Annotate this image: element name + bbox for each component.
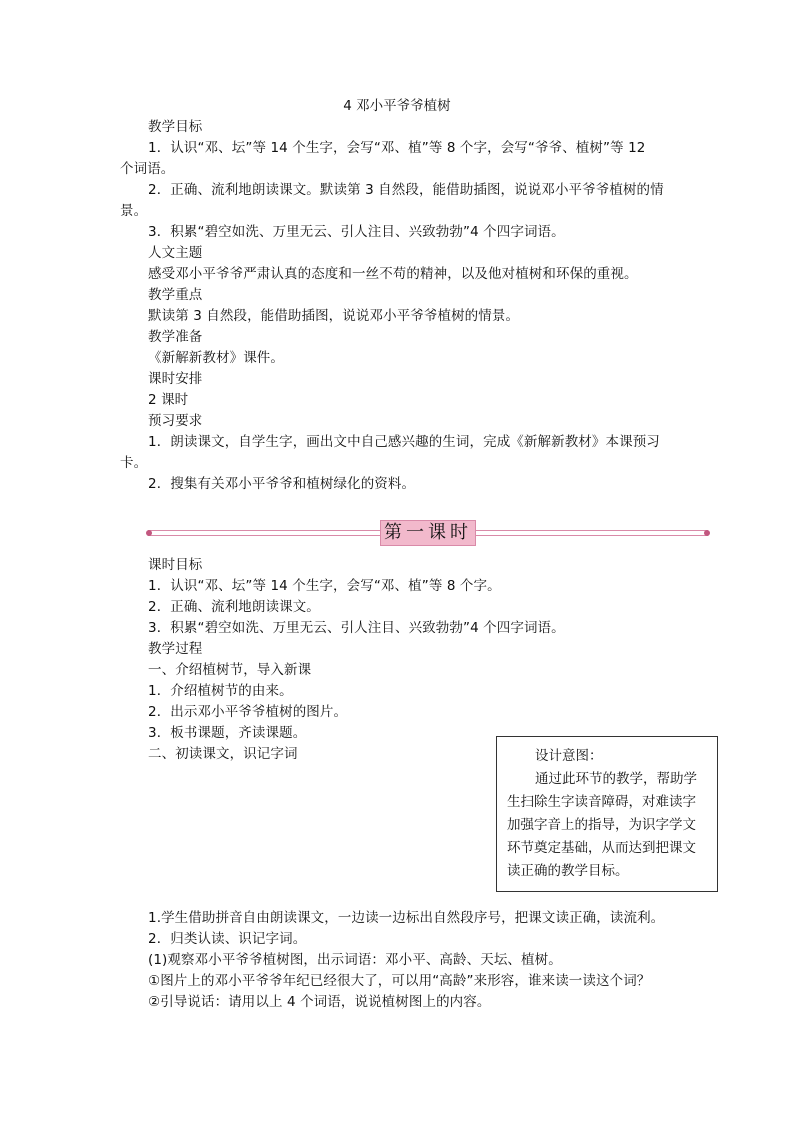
part2-item-2-1: (1)观察邓小平爷爷植树图，出示词语：邓小平、高龄、天坛、植树。 [148,952,562,968]
prep-heading: 教学准备 [148,329,203,345]
objective-3: 3．积累“碧空如洗、万里无云、引人注目、兴致勃勃”4 个四字词语。 [148,224,565,240]
lesson-objectives-heading: 课时目标 [148,557,203,573]
part1-heading: 一、介绍植树节，导入新课 [148,662,312,678]
design-intent-box [496,736,718,892]
objective-2-line-1: 2．正确、流利地朗读课文。默读第 3 自然段，能借助插图，说说邓小平爷爷植树的情 [148,182,664,198]
schedule-text: 2 课时 [148,392,189,408]
theme-heading: 人文主题 [148,245,203,261]
objective-1-line-2: 个词语。 [120,161,175,177]
part1-item-3: 3．板书课题，齐读课题。 [148,725,307,741]
preview-1-line-2: 卡。 [120,455,148,471]
divider-label: 第一课时 [380,520,476,546]
section-divider [148,520,708,546]
focus-text: 默读第 3 自然段，能借助插图，说说邓小平爷爷植树的情景。 [148,308,520,324]
divider-dot-left [146,530,152,536]
lesson-objective-1: 1．认识“邓、坛”等 14 个生字，会写“邓、植”等 8 个字。 [148,578,501,594]
objective-2-line-2: 景。 [120,203,148,219]
objectives-heading: 教学目标 [148,119,203,135]
design-intent-title: 设计意图： [535,748,603,764]
preview-2: 2．搜集有关邓小平爷爷和植树绿化的资料。 [148,476,416,492]
prep-text: 《新解新教材》课件。 [148,350,284,366]
part2-item-2-a: ①图片上的邓小平爷爷年纪已经很大了，可以用“高龄”来形容，谁来读一读这个词？ [148,973,651,989]
part2-heading: 二、初读课文，识记字词 [148,746,298,762]
design-intent-body: 通过此环节的教学，帮助学生扫除生字读音障碍，对难读字加强字音上的指导，为识字学文环节奠定基础，从而达到把课文读正确的教学目标。 [507,771,697,879]
lesson-objective-2: 2．正确、流利地朗读课文。 [148,599,320,615]
preview-1-line-1: 1．朗读课文，自学生字，画出文中自己感兴趣的生词，完成《新解新教材》本课预习 [148,434,660,450]
part2-item-2-b: ②引导说话：请用以上 4 个词语，说说植树图上的内容。 [148,994,491,1010]
objective-1-line-1: 1．认识“邓、坛”等 14 个生字，会写“邓、植”等 8 个字，会写“爷爷、植树”等 12 [148,140,646,156]
lesson-objective-3: 3．积累“碧空如洗、万里无云、引人注目、兴致勃勃”4 个四字词语。 [148,620,565,636]
schedule-heading: 课时安排 [148,371,203,387]
preview-heading: 预习要求 [148,413,203,429]
theme-text: 感受邓小平爷爷严肃认真的态度和一丝不苟的精神，以及他对植树和环保的重视。 [148,266,638,282]
process-heading: 教学过程 [148,641,203,657]
focus-heading: 教学重点 [148,287,203,303]
part1-item-1: 1．介绍植树节的由来。 [148,683,293,699]
part2-item-2: 2．归类认读、识记字词。 [148,931,307,947]
part2-item-1: 1.学生借助拼音自由朗读课文，一边读一边标出自然段序号，把课文读正确，读流利。 [148,910,665,926]
divider-dot-right [704,530,710,536]
part1-item-2: 2．出示邓小平爷爷植树的图片。 [148,704,348,720]
lesson-title: 4 邓小平爷爷植树 [343,98,451,114]
